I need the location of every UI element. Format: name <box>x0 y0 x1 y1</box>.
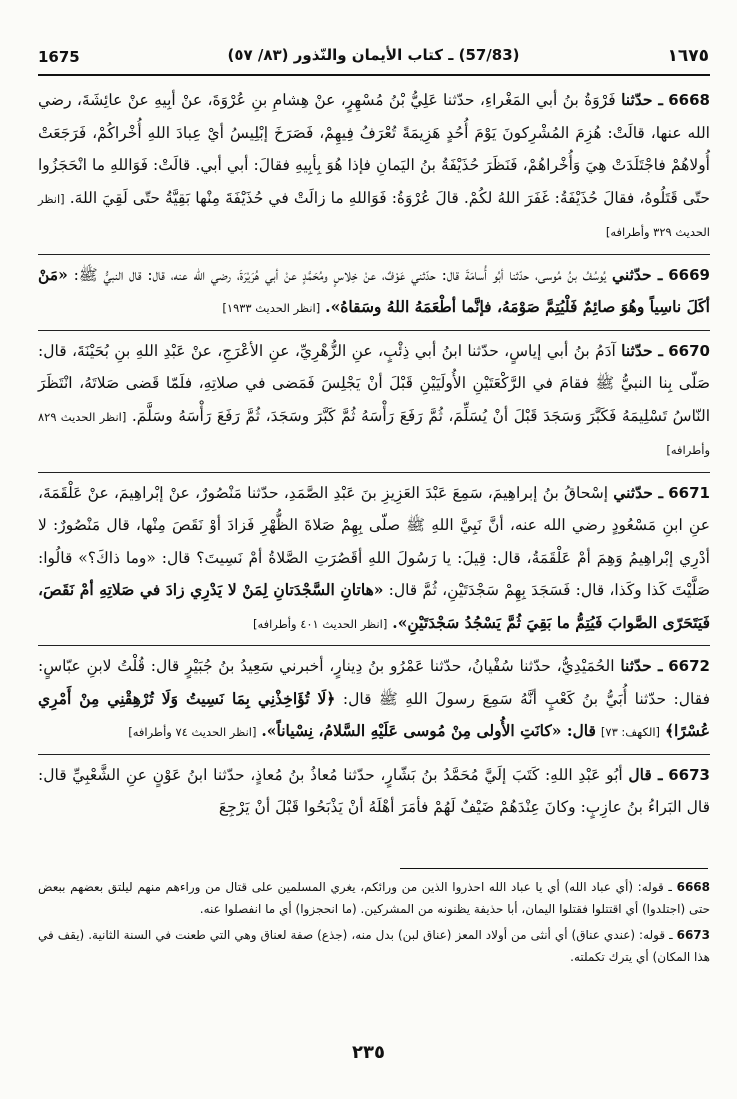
footnote-number: 6668 <box>676 880 710 894</box>
hadith-lead: ـ قال <box>628 764 663 784</box>
footnote-rule <box>400 868 708 869</box>
hadith-reference: [انظر الحديث ٤٠١ وأطرافه] <box>252 616 388 631</box>
hadith-number: 6669 <box>668 265 710 284</box>
running-header <box>38 44 709 72</box>
footnote-text: ـ قوله: (أي عباد الله) أي يا عباد الله احذروا الذين من ورائكم، يغري المسلمين على قتال من وراءهم منهم ليلتق بعضهم ببعض حتى (اجتلدوا) أي اقتتلوا فقتلوا اليمان، أبا حذيفة يظنونه من المشركين. (ما انحجزوا) أي ما انفصلوا عنه. <box>38 880 710 916</box>
hadith-text: أبُو عَبْدِ اللهِ: كَتَبَ إلَيَّ مُحَمَّدُ بنُ بَشّارٍ، حدّثنا مُعاذُ بنُ مُعاذٍ، حدّثنا ابنُ عَوْنٍ عنِ الشَّعْبِيِّ قال: قال البَراءُ بنُ عازِبٍ: وكانَ عِنْدَهُمْ ضَيْفٌ لَهُمْ فأمَرَ أهْلَهُ أنْ يَذْبَحُوا قَبْلَ أنْ يَرْجِعَ <box>38 765 710 816</box>
quran-reference: [الكهف: ٧٣] <box>600 725 661 739</box>
hadith-6668 <box>38 84 710 249</box>
footnote <box>38 924 710 968</box>
prophetic-saying: «مَنْ أكَلَ ناسِياً وهُوَ صائِمٌ فَلْيُتِمَّ صَوْمَهُ، فإنَّما أطْعَمَهُ اللهُ وسَقاهُ». <box>38 264 710 316</box>
hadith-reference: [انظر الحديث ٧٤ وأطرافه] <box>128 725 257 739</box>
hadith-6670 <box>38 330 710 467</box>
hadith-lead: ـ حدّثني <box>613 482 664 502</box>
footnote <box>38 876 710 920</box>
header-rule <box>38 74 710 76</box>
hadith-text: فَرْوَةُ بنُ أبي المَغْراءِ، حدّثنا عَلِيُّ بْنُ مُسْهِرٍ، عنْ هِشامِ بنِ عُرْوَةَ، عنْ أبِيهِ عنْ عائِشَةَ، رضي الله عنها، قالَتْ: هُزِمَ المُشْرِكونَ يَوْمَ أُحُدٍ هَزِيمَةً تُعْرَفُ فِيهِمْ، فَصَرَخَ إبْلِيسُ أيْ عِبادَ اللهِ أُخْراكُمْ، فَرَجَعَتْ أُولاهُمْ فاجْتَلَدَتْ هِيَ وَأُخْراهُمْ، فَنَظَرَ حُذَيْفَةُ بنُ اليَمانِ فإذا هُوَ بِأبِيهِ فقالَ: أبي أبي. قالَتْ: فَوَاللهِ ما انْحَجَزُوا حتّى قَتَلُوهُ، فقالَ حُذَيْفَةُ: غَفَرَ اللهُ لكُمْ. قالَ عُرْوَةُ: فَوَاللهِ ما زالَتْ في حُذَيْفَةَ مِنْها بَقِيَّةُ حتّى لَقِيَ اللهَ. <box>38 91 710 207</box>
hadith-reference: [انظر الحديث ٨٢٩ وأطرافه] <box>38 409 710 457</box>
footnote-text: ـ قوله: (عندي عناق) أي أنثى من أولاد المعز (عناق لبن) بدل منه، (جذع) صفة لعناق وهي التي طعنت في السنة الثانية. (يقف في هذا المكان) أي يترك تكملته. <box>38 928 710 964</box>
hadith-6672 <box>38 645 710 749</box>
quran-quote: ﴿لَا تُؤَاخِذْنِي بِمَا نَسِيتُ وَلَا تُرْهِقْنِي مِنْ أَمْرِي عُسْرًا﴾ <box>38 688 710 740</box>
hadith-reference: [انظر الحديث ٣٢٩ وأطرافه] <box>38 191 710 239</box>
hadith-text: يُوسُفُ بنُ مُوسى، حدّثنا أبُو أُسامَةَ قال: حدّثني عَوْفٌ، عنْ خِلاسٍ ومُحَمَّدٍ عنْ أبي هُرَيْرَةَ، رضي الله عنه، قال: قال النبيُّ ﷺ: <box>73 265 607 284</box>
hadith-text: الحُمَيْدِيُّ، حدّثنا سُفْيانُ، حدّثنا عَمْرُو بنُ دِينارٍ، أخبرني سَعِيدُ بنُ جُبَيْرٍ قال: قُلْتُ لابنِ عبّاسٍ: فقال: حدّثنا أُبَيُّ بنُ كَعْبٍ أنَّهُ سَمِعَ رسولَ اللهِ ﷺ قال: <box>38 657 710 708</box>
hadith-text: إسْحاقُ بنُ إبراهِيمَ، سَمِعَ عَبْدَ العَزِيزِ بنَ عَبْدِ الصَّمَدِ، حدّثنا مَنْصُورٌ، عنْ إبْراهِيمَ، عنْ عَلْقَمَةَ، عنِ ابنِ مَسْعُودٍ رضي الله عنه، أنَّ نَبِيَّ اللهِ ﷺ صلّى بِهِمْ صَلاةَ الظُّهْرِ فَزادَ أوْ نَقَصَ مِنْها، قال مَنْصُورٌ: لا أدْرِي إبْراهِيمُ وَهِمَ أمْ عَلْقَمَةُ، قال: قِيلَ: يا رَسُولَ اللهِ أقَصُرَتِ الصَّلاةُ أمْ نَسِيتَ؟ قال: «وما ذاكَ؟» قالُوا: صَلَّيْتَ كَذا وكَذا، قال: فَسَجَدَ بِهِمْ سَجْدَتَيْنِ، ثُمَّ قال: <box>38 483 710 599</box>
hadith-lead: ـ حدّثنا <box>621 340 663 360</box>
hadith-lead: ـ حدّثني <box>611 264 663 284</box>
chapter-title: (57/83) ـ كتاب الأيمان والنّذور (٨٣/ ٥٧) <box>227 46 520 64</box>
page-number-arabic: ١٦٧٥ <box>667 46 709 66</box>
footnote-number: 6673 <box>676 928 710 942</box>
hadith-6673 <box>38 754 710 824</box>
hadith-number: 6673 <box>668 765 710 784</box>
hadith-body <box>38 84 710 829</box>
folio-number: ٢٣٥ <box>352 1042 385 1063</box>
prophetic-saying: قال: «كانَتِ الأُولى مِنْ مُوسى عَلَيْهِ السَّلامُ، نِسْياناً». <box>261 721 596 740</box>
hadith-6671 <box>38 472 710 641</box>
hadith-number: 6672 <box>668 657 710 675</box>
hadith-lead: ـ حدّثنا <box>621 90 663 109</box>
hadith-number: 6671 <box>668 483 710 502</box>
page-number-latin: 1675 <box>38 48 80 66</box>
prophetic-saying: «هاتانِ السَّجْدَتانِ لِمَنْ لا يَدْرِي زادَ في صَلاتِهِ أمْ نَقَصَ، فَيَتَحَرّى الصَّوابَ فَيُتِمُّ ما بَقِيَ ثُمَّ يَسْجُدُ سَجْدَتَيْنِ». <box>38 580 710 632</box>
hadith-6669 <box>38 254 710 325</box>
hadith-number: 6670 <box>668 341 710 360</box>
footnotes <box>38 876 710 972</box>
hadith-lead: ـ حدّثنا <box>620 656 663 675</box>
hadith-text: آدَمُ بنُ أبي إياسٍ، حدّثنا ابنُ أبي ذِئْبٍ، عنِ الزُّهْرِيِّ، عنِ الأعْرَجِ، عنْ عَبْدِ اللهِ بنِ بُحَيْنَةَ، قال: صَلّى بِنا النبيُّ ﷺ فقامَ في الرَّكْعَتَيْنِ الأُولَيَيْنِ قَبْلَ أنْ يَجْلِسَ فَمَضى في صلاتِهِ، فلَمّا قَضى صَلاتَهُ، انْتَظَرَ النّاسُ تَسْلِيمَهُ فَكَبَّرَ وَسَجَدَ قَبْلَ أنْ يُسَلِّمَ، ثُمَّ رَفَعَ رَأْسَهُ ثُمَّ كَبَّرَ وسَجَدَ، ثُمَّ رَفَعَ رَأْسَهُ وسَلَّمَ. <box>38 341 711 425</box>
hadith-reference: [انظر الحديث ١٩٣٣] <box>222 301 321 315</box>
hadith-number: 6668 <box>668 91 710 109</box>
